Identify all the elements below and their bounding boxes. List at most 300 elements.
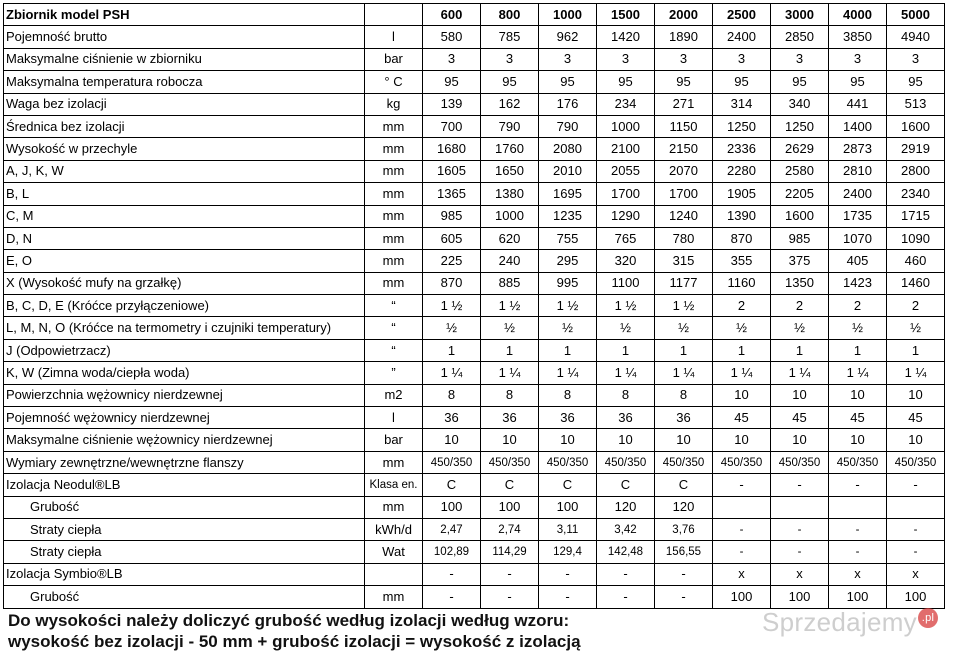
row-label: Izolacja Symbio®LB [4,563,365,585]
value-cell: 450/350 [423,451,481,473]
value-cell: 45 [887,407,945,429]
value-cell: 1160 [713,272,771,294]
value-cell: 1600 [887,115,945,137]
model-header-cell: 5000 [887,4,945,26]
row-unit: bar [365,429,423,451]
value-cell: 36 [539,407,597,429]
value-cell: 605 [423,227,481,249]
value-cell: - [481,563,539,585]
value-cell: 885 [481,272,539,294]
value-cell: 870 [423,272,481,294]
value-cell: 3850 [829,26,887,48]
table-row [4,541,945,563]
row-label: L, M, N, O (Króćce na termometry i czujniki temperatury) [4,317,365,339]
value-cell [887,496,945,518]
row-unit: l [365,407,423,429]
value-cell: 2919 [887,138,945,160]
table-row [4,429,945,451]
table-row [4,115,945,137]
value-cell: 2100 [597,138,655,160]
value-cell: 405 [829,250,887,272]
value-cell: 375 [771,250,829,272]
value-cell: 1420 [597,26,655,48]
table-row [4,272,945,294]
table-row [4,339,945,361]
value-cell: - [771,474,829,496]
row-unit: bar [365,48,423,70]
row-label: Grubość [4,496,365,518]
model-header-cell: 800 [481,4,539,26]
value-cell: 2 [713,295,771,317]
model-header-cell: 3000 [771,4,829,26]
value-cell: x [771,563,829,585]
value-cell: 2800 [887,160,945,182]
value-cell: 755 [539,227,597,249]
value-cell: 1695 [539,183,597,205]
table-row [4,563,945,585]
value-cell: 1 [713,339,771,361]
value-cell: - [713,541,771,563]
value-cell: 95 [539,71,597,93]
value-cell: 3 [423,48,481,70]
table-row [4,407,945,429]
model-header-cell: 2500 [713,4,771,26]
value-cell: 95 [829,71,887,93]
value-cell: 1735 [829,205,887,227]
value-cell: - [655,586,713,608]
value-cell: 225 [423,250,481,272]
row-label: B, L [4,183,365,205]
value-cell: 1 [655,339,713,361]
value-cell: 780 [655,227,713,249]
value-cell: 100 [887,586,945,608]
value-cell: 234 [597,93,655,115]
value-cell: 100 [829,586,887,608]
value-cell: 1240 [655,205,713,227]
value-cell: 36 [655,407,713,429]
value-cell: 1 ¼ [887,362,945,384]
value-cell: 1715 [887,205,945,227]
value-cell: 2340 [887,183,945,205]
value-cell: 1 ½ [539,295,597,317]
value-cell: 4940 [887,26,945,48]
value-cell: - [539,586,597,608]
value-cell: 8 [423,384,481,406]
value-cell: 10 [771,429,829,451]
value-cell: 1650 [481,160,539,182]
table-row [4,474,945,496]
table-header-row [4,4,945,26]
value-cell [829,496,887,518]
row-label: Straty ciepła [4,518,365,540]
value-cell: - [771,541,829,563]
value-cell: 2,74 [481,518,539,540]
value-cell: 450/350 [481,451,539,473]
value-cell: 1 [597,339,655,361]
table-row [4,26,945,48]
value-cell: 1390 [713,205,771,227]
row-unit: mm [365,227,423,249]
value-cell: 870 [713,227,771,249]
value-cell: ½ [423,317,481,339]
value-cell: 1460 [887,272,945,294]
value-cell: 95 [887,71,945,93]
row-label: Średnica bez izolacji [4,115,365,137]
value-cell: 1235 [539,205,597,227]
value-cell: - [655,563,713,585]
value-cell: ½ [481,317,539,339]
value-cell: 450/350 [539,451,597,473]
table-row [4,250,945,272]
value-cell: 1 ¼ [597,362,655,384]
value-cell: 1 ¼ [423,362,481,384]
value-cell: 1423 [829,272,887,294]
value-cell: 10 [887,429,945,451]
row-label: X (Wysokość mufy na grzałkę) [4,272,365,294]
value-cell: 271 [655,93,713,115]
value-cell: - [771,518,829,540]
value-cell: 1 ½ [655,295,713,317]
formula-note-line-1: Do wysokości należy doliczyć grubość według izolacji według wzoru: [8,611,570,630]
table-row [4,71,945,93]
value-cell: C [539,474,597,496]
row-unit: ° C [365,71,423,93]
value-cell: 1700 [597,183,655,205]
value-cell: ½ [829,317,887,339]
row-unit [365,563,423,585]
value-cell: 2400 [829,183,887,205]
value-cell: - [423,563,481,585]
table-row [4,93,945,115]
value-cell: 120 [597,496,655,518]
spec-table [3,3,945,609]
value-cell: 3 [597,48,655,70]
row-label: Wymiary zewnętrzne/wewnętrzne flanszy [4,451,365,473]
row-label: Straty ciepła [4,541,365,563]
table-row [4,138,945,160]
row-unit: mm [365,586,423,608]
value-cell: 620 [481,227,539,249]
watermark-logo [762,607,938,638]
value-cell: 3 [713,48,771,70]
value-cell: 162 [481,93,539,115]
value-cell: - [713,518,771,540]
value-cell: 441 [829,93,887,115]
row-unit: “ [365,317,423,339]
value-cell: 1 ½ [481,295,539,317]
value-cell: 3,11 [539,518,597,540]
value-cell: - [597,586,655,608]
table-row [4,362,945,384]
value-cell: 1290 [597,205,655,227]
value-cell: 1000 [597,115,655,137]
value-cell: 2810 [829,160,887,182]
value-cell: 1150 [655,115,713,137]
value-cell: 2850 [771,26,829,48]
value-cell: 1905 [713,183,771,205]
value-cell: 100 [539,496,597,518]
value-cell: 10 [887,384,945,406]
value-cell: 95 [423,71,481,93]
row-unit: Klasa en. [365,474,423,496]
row-label: Waga bez izolacji [4,93,365,115]
value-cell: - [887,474,945,496]
table-row [4,295,945,317]
row-label: Grubość [4,586,365,608]
value-cell: 995 [539,272,597,294]
value-cell: - [887,541,945,563]
value-cell: 36 [597,407,655,429]
value-cell: 2 [829,295,887,317]
row-label: Maksymalne ciśnienie w zbiorniku [4,48,365,70]
table-row [4,317,945,339]
value-cell: ½ [539,317,597,339]
value-cell: 1250 [713,115,771,137]
row-unit: kWh/d [365,518,423,540]
value-cell: 45 [771,407,829,429]
value-cell: 1250 [771,115,829,137]
value-cell: 100 [423,496,481,518]
value-cell: 2280 [713,160,771,182]
value-cell: 450/350 [713,451,771,473]
value-cell [713,496,771,518]
value-cell: - [423,586,481,608]
value-cell: - [829,474,887,496]
value-cell: ½ [713,317,771,339]
value-cell: ½ [655,317,713,339]
value-cell: 176 [539,93,597,115]
value-cell: 114,29 [481,541,539,563]
table-row [4,160,945,182]
value-cell: 985 [771,227,829,249]
table-row [4,518,945,540]
value-cell: 450/350 [887,451,945,473]
value-cell: 139 [423,93,481,115]
watermark-text: Sprzedajemy [761,607,917,637]
value-cell: 2080 [539,138,597,160]
value-cell: 1 [829,339,887,361]
value-cell: 450/350 [829,451,887,473]
value-cell: 1 [539,339,597,361]
row-label: Izolacja Neodul®LB [4,474,365,496]
model-header-cell: 600 [423,4,481,26]
value-cell: 3 [655,48,713,70]
value-cell: 36 [423,407,481,429]
row-unit: m2 [365,384,423,406]
row-label: Maksymalne ciśnienie wężownicy nierdzewnej [4,429,365,451]
value-cell: 314 [713,93,771,115]
value-cell: 1 ¼ [771,362,829,384]
value-cell: 8 [539,384,597,406]
value-cell: 2400 [713,26,771,48]
value-cell: ½ [771,317,829,339]
value-cell: x [829,563,887,585]
value-cell: - [829,518,887,540]
value-cell: 1 ½ [597,295,655,317]
value-cell: 3,76 [655,518,713,540]
value-cell: 1 ¼ [655,362,713,384]
value-cell: 320 [597,250,655,272]
table-row [4,227,945,249]
value-cell: 3 [829,48,887,70]
table-row [4,205,945,227]
value-cell: 340 [771,93,829,115]
value-cell: 700 [423,115,481,137]
model-header-cell: 2000 [655,4,713,26]
row-label: K, W (Zimna woda/ciepła woda) [4,362,365,384]
value-cell: 1380 [481,183,539,205]
value-cell: 2629 [771,138,829,160]
value-cell: 1 [481,339,539,361]
value-cell: 95 [771,71,829,93]
value-cell: 1 ¼ [539,362,597,384]
value-cell: 95 [597,71,655,93]
value-cell: 3 [887,48,945,70]
value-cell: - [829,541,887,563]
value-cell: 1 [423,339,481,361]
value-cell: 315 [655,250,713,272]
value-cell: 450/350 [597,451,655,473]
value-cell: 1600 [771,205,829,227]
value-cell: ½ [887,317,945,339]
value-cell: 156,55 [655,541,713,563]
value-cell: 102,89 [423,541,481,563]
value-cell: 1890 [655,26,713,48]
value-cell: 10 [597,429,655,451]
value-cell: 790 [481,115,539,137]
value-cell: ½ [597,317,655,339]
value-cell: 1 ¼ [713,362,771,384]
value-cell: 2055 [597,160,655,182]
row-unit: mm [365,451,423,473]
value-cell: 962 [539,26,597,48]
value-cell: 785 [481,26,539,48]
value-cell: x [887,563,945,585]
value-cell: 95 [655,71,713,93]
spec-table-body [4,4,945,609]
row-unit: mm [365,272,423,294]
row-unit: l [365,26,423,48]
table-title-cell: Zbiornik model PSH [4,4,365,26]
value-cell: 8 [597,384,655,406]
value-cell: 450/350 [655,451,713,473]
value-cell: 2150 [655,138,713,160]
row-label: A, J, K, W [4,160,365,182]
value-cell: 100 [481,496,539,518]
row-unit: Wat [365,541,423,563]
value-cell: 355 [713,250,771,272]
value-cell: 460 [887,250,945,272]
row-unit: mm [365,160,423,182]
value-cell: 10 [829,429,887,451]
value-cell: 1700 [655,183,713,205]
table-row [4,183,945,205]
value-cell: 2 [771,295,829,317]
row-label: B, C, D, E (Króćce przyłączeniowe) [4,295,365,317]
value-cell: 10 [423,429,481,451]
value-cell: 1 ½ [423,295,481,317]
value-cell: x [713,563,771,585]
value-cell: 129,4 [539,541,597,563]
value-cell: 10 [771,384,829,406]
value-cell: - [539,563,597,585]
value-cell: - [713,474,771,496]
row-unit: ” [365,362,423,384]
value-cell: 2,47 [423,518,481,540]
value-cell: 100 [713,586,771,608]
value-cell: 1365 [423,183,481,205]
value-cell: 8 [481,384,539,406]
value-cell: 1760 [481,138,539,160]
row-unit: mm [365,115,423,137]
value-cell: 142,48 [597,541,655,563]
value-cell: 2070 [655,160,713,182]
unit-header-cell [365,4,423,26]
value-cell: 100 [771,586,829,608]
value-cell: 45 [713,407,771,429]
value-cell: 295 [539,250,597,272]
value-cell: 3 [539,48,597,70]
value-cell: 1605 [423,160,481,182]
value-cell: C [481,474,539,496]
table-row [4,496,945,518]
value-cell: - [481,586,539,608]
value-cell: 8 [655,384,713,406]
row-label: E, O [4,250,365,272]
value-cell: 580 [423,26,481,48]
value-cell: 10 [655,429,713,451]
value-cell: 1070 [829,227,887,249]
formula-note [8,610,581,652]
value-cell: 1 [887,339,945,361]
value-cell: 985 [423,205,481,227]
model-header-cell: 1500 [597,4,655,26]
value-cell: 120 [655,496,713,518]
row-label: J (Odpowietrzacz) [4,339,365,361]
value-cell: 1090 [887,227,945,249]
value-cell: 1 ¼ [829,362,887,384]
value-cell: - [887,518,945,540]
row-label: C, M [4,205,365,227]
value-cell: C [655,474,713,496]
value-cell: 2205 [771,183,829,205]
value-cell: 1 [771,339,829,361]
value-cell: 10 [829,384,887,406]
value-cell [771,496,829,518]
table-row [4,384,945,406]
value-cell: 95 [481,71,539,93]
value-cell: 1100 [597,272,655,294]
model-header-cell: 1000 [539,4,597,26]
value-cell: 765 [597,227,655,249]
row-unit: “ [365,295,423,317]
table-row [4,48,945,70]
formula-note-line-2: wysokość bez izolacji - 50 mm + grubość izolacji = wysokość z izolacją [8,632,581,651]
value-cell: 2010 [539,160,597,182]
value-cell: C [597,474,655,496]
row-unit: mm [365,250,423,272]
row-label: D, N [4,227,365,249]
value-cell: 2336 [713,138,771,160]
value-cell: 240 [481,250,539,272]
value-cell: 1000 [481,205,539,227]
value-cell: 513 [887,93,945,115]
value-cell: 1350 [771,272,829,294]
watermark-badge: .pl [918,608,938,628]
table-row [4,451,945,473]
value-cell: 10 [713,384,771,406]
value-cell: C [423,474,481,496]
